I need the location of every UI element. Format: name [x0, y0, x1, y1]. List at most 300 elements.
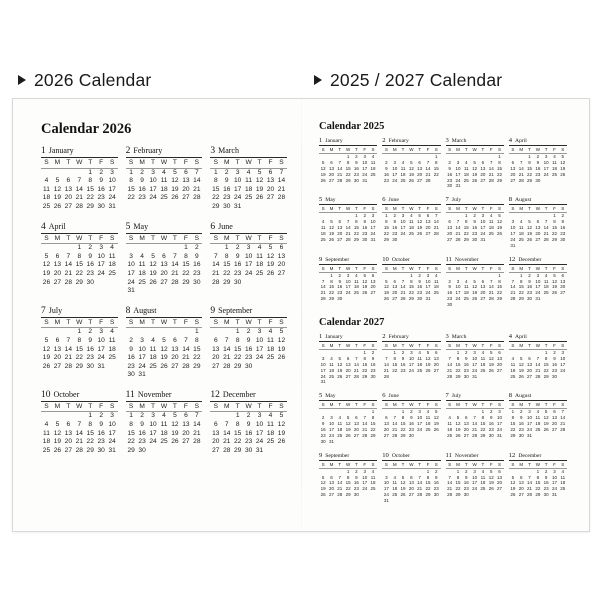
day-cell: 19 — [383, 290, 389, 296]
month-block — [446, 196, 504, 248]
day-cell: 18 — [337, 427, 343, 432]
day-cell: 16 — [518, 421, 524, 427]
day-cell: 14 — [320, 284, 326, 290]
day-cell — [243, 279, 254, 288]
day-cell — [126, 328, 137, 337]
weekday-header: F — [361, 266, 369, 272]
day-cell: 15 — [193, 345, 201, 353]
day-cell — [52, 412, 63, 421]
day-cell: 22 — [75, 354, 83, 362]
day-cell: 3 — [401, 213, 405, 219]
day-cell: 15 — [86, 429, 94, 437]
day-cell: 5 — [330, 219, 333, 225]
day-cell — [559, 243, 567, 249]
day-cell: 12 — [417, 219, 423, 225]
day-cell: 24 — [362, 486, 368, 492]
day-cell: 30 — [244, 446, 253, 454]
day-cell: 18 — [392, 486, 398, 492]
day-cell: 12 — [328, 225, 334, 231]
day-cell: 10 — [362, 159, 368, 165]
month-name: August — [515, 197, 532, 204]
day-cell: 24 — [255, 438, 264, 446]
day-cell: 13 — [345, 361, 351, 367]
day-cell: 21 — [362, 427, 368, 432]
month-table — [319, 402, 377, 444]
week-row — [41, 421, 118, 430]
day-cell: 25 — [160, 438, 168, 446]
day-cell — [361, 379, 369, 385]
day-cell: 15 — [433, 165, 439, 171]
day-cell: 11 — [409, 219, 414, 225]
weekday-header: T — [542, 206, 550, 212]
weekday-header: T — [525, 462, 533, 468]
weekday-header: T — [416, 147, 424, 153]
day-cell: 18 — [518, 230, 524, 236]
day-cell: 18 — [535, 421, 541, 427]
day-cell: 11 — [480, 474, 486, 480]
day-cell: 26 — [488, 486, 494, 492]
day-cell: 3 — [561, 349, 565, 355]
day-cell: 5 — [456, 415, 460, 421]
day-cell: 30 — [560, 236, 566, 242]
day-cell: 1 — [528, 153, 531, 159]
month-name: August — [133, 305, 157, 315]
day-cell: 18 — [244, 185, 253, 193]
day-cell: 5 — [279, 412, 284, 420]
day-cell: 25 — [244, 194, 253, 202]
day-cell: 25 — [255, 269, 264, 277]
day-cell: 11 — [543, 278, 549, 284]
day-cell — [495, 183, 503, 189]
day-cell: 4 — [110, 328, 114, 336]
day-cell: 23 — [447, 296, 453, 302]
weekday-header: W — [470, 402, 478, 408]
month-name: May — [325, 197, 336, 204]
day-cell: 15 — [551, 225, 557, 231]
day-cell: 7 — [489, 278, 493, 284]
day-cell: 29 — [400, 432, 406, 438]
day-cell — [159, 447, 170, 456]
day-cell: 27 — [447, 236, 453, 242]
day-cell: 29 — [86, 446, 94, 454]
month-header — [446, 256, 504, 265]
day-cell: 27 — [64, 202, 73, 210]
month-number: 6 — [382, 392, 386, 400]
day-cell: 21 — [383, 367, 389, 373]
day-cell: 29 — [234, 362, 242, 370]
day-cell: 7 — [456, 219, 460, 225]
day-cell — [479, 302, 487, 308]
day-cell — [424, 498, 432, 504]
weekday-header: M — [517, 147, 525, 153]
month-number: 8 — [508, 196, 513, 204]
weekday-header: W — [344, 343, 352, 349]
day-cell: 31 — [362, 177, 368, 183]
day-cell: 5 — [44, 336, 49, 344]
month-block — [382, 256, 440, 308]
day-cell: 27 — [328, 492, 334, 498]
day-cell: 16 — [551, 361, 557, 367]
day-cell: 1 — [129, 412, 133, 420]
day-cell: 15 — [455, 361, 461, 367]
day-cell: 24 — [472, 367, 478, 373]
day-cell: 22 — [497, 290, 503, 296]
day-cell: 10 — [383, 480, 389, 486]
day-cell: 14 — [527, 480, 533, 486]
weekday-header: T — [232, 403, 243, 412]
day-cell: 31 — [527, 432, 533, 438]
day-cell — [559, 433, 567, 439]
weekday-header: T — [85, 403, 96, 412]
week-row — [41, 194, 118, 203]
day-cell: 23 — [527, 290, 533, 296]
weekday-header: S — [509, 206, 517, 212]
day-cell: 9 — [321, 421, 325, 427]
day-cell: 25 — [433, 290, 439, 296]
day-cell: 10 — [425, 278, 431, 284]
weekday-header: F — [550, 147, 558, 153]
day-cell: 11 — [160, 421, 168, 429]
day-cell: 28 — [455, 236, 461, 242]
day-cell: 2 — [385, 159, 388, 165]
day-cell — [416, 237, 424, 243]
day-cell: 26 — [337, 373, 343, 379]
day-cell: 28 — [417, 492, 423, 498]
day-cell: 15 — [463, 225, 469, 231]
day-cell: 12 — [383, 284, 389, 290]
weekday-header: T — [542, 343, 550, 349]
day-cell: 28 — [193, 438, 201, 446]
day-cell: 13 — [53, 345, 62, 353]
day-cell: 1 — [355, 213, 358, 219]
day-cell: 30 — [320, 438, 326, 444]
week-row — [509, 296, 567, 302]
day-cell: 16 — [463, 480, 469, 486]
day-cell: 4 — [536, 409, 540, 415]
day-cell: 27 — [370, 290, 376, 296]
day-cell: 11 — [267, 421, 274, 429]
day-cell: 9 — [561, 219, 565, 225]
day-cell: 19 — [417, 225, 423, 231]
day-cell: 30 — [244, 362, 253, 370]
day-cell: 26 — [320, 177, 326, 183]
day-cell: 23 — [353, 486, 359, 492]
day-cell — [159, 371, 170, 380]
month-number: 1 — [41, 146, 46, 156]
weekday-header: S — [382, 402, 390, 408]
day-cell: 3 — [235, 168, 240, 176]
day-cell: 16 — [527, 284, 533, 290]
day-cell: 21 — [277, 185, 286, 193]
day-cell: 31 — [320, 379, 326, 385]
day-cell: 21 — [223, 438, 231, 446]
day-cell — [276, 363, 287, 372]
day-cell: 14 — [64, 345, 73, 353]
day-cell: 22 — [127, 438, 135, 446]
week-row — [126, 270, 203, 279]
day-cell: 10 — [455, 165, 461, 171]
day-cell: 28 — [488, 296, 494, 302]
day-cell: 10 — [472, 355, 478, 361]
day-cell: 13 — [53, 261, 62, 269]
day-cell: 17 — [149, 185, 157, 193]
day-cell: 26 — [53, 202, 62, 210]
day-cell: 4 — [338, 415, 342, 421]
day-cell: 16 — [138, 185, 146, 193]
day-cell: 15 — [425, 480, 431, 486]
day-cell: 21 — [433, 225, 439, 231]
day-cell: 14 — [543, 225, 549, 231]
weekday-header: M — [517, 266, 525, 272]
day-cell: 13 — [527, 361, 533, 367]
day-cell: 13 — [551, 415, 557, 421]
day-cell: 28 — [543, 236, 549, 242]
day-cell: 30 — [417, 296, 423, 302]
day-cell: 21 — [171, 269, 179, 277]
day-cell: 12 — [266, 252, 275, 260]
day-cell: 4 — [371, 153, 375, 159]
day-cell — [254, 279, 265, 288]
weekday-header: F — [487, 266, 495, 272]
week-row — [126, 177, 203, 186]
day-cell: 8 — [536, 474, 540, 480]
month-number: 9 — [319, 451, 323, 459]
day-cell: 8 — [77, 252, 82, 260]
day-cell: 18 — [543, 284, 549, 290]
day-cell: 20 — [497, 480, 503, 486]
day-cell: 2 — [88, 244, 93, 252]
day-cell — [41, 328, 52, 337]
day-cell: 15 — [328, 284, 334, 290]
day-cell: 3 — [246, 244, 251, 252]
day-cell: 18 — [138, 269, 146, 277]
day-cell: 22 — [510, 427, 516, 432]
weekday-header: T — [63, 403, 74, 412]
day-cell: 10 — [560, 355, 566, 361]
day-cell: 5 — [55, 177, 60, 185]
day-cell: 27 — [392, 296, 398, 302]
day-cell: 15 — [383, 225, 389, 231]
weekday-header: S — [382, 206, 390, 212]
week-row — [210, 270, 287, 279]
weekday-header: S — [369, 147, 377, 153]
day-cell: 31 — [551, 492, 557, 498]
day-cell: 9 — [418, 278, 421, 284]
day-cell: 28 — [560, 427, 566, 432]
weekday-header: S — [369, 402, 377, 408]
day-cell: 9 — [553, 355, 556, 361]
day-cell — [462, 302, 470, 308]
weekday-header: T — [462, 147, 470, 153]
day-cell: 5 — [473, 159, 476, 165]
day-cell: 4 — [257, 244, 262, 252]
day-cell: 10 — [510, 225, 516, 231]
right-block-title: Calendar 2027 — [319, 317, 385, 329]
weekday-header: S — [495, 343, 503, 349]
weekday-header: W — [470, 462, 478, 468]
month-number: 10 — [382, 451, 389, 459]
month-header — [446, 196, 504, 205]
day-cell: 8 — [77, 336, 82, 344]
day-cell: 28 — [75, 202, 83, 210]
day-cell: 8 — [88, 177, 93, 185]
day-cell: 18 — [108, 345, 116, 353]
day-cell: 17 — [97, 261, 105, 269]
weekday-header: T — [479, 462, 487, 468]
day-cell: 24 — [392, 177, 398, 183]
day-cell: 1 — [330, 272, 333, 278]
day-cell: 8 — [346, 474, 350, 480]
month-number: 12 — [210, 389, 220, 400]
day-cell: 13 — [497, 355, 503, 361]
day-cell: 9 — [393, 219, 396, 225]
day-cell — [352, 296, 360, 302]
day-cell — [221, 328, 232, 337]
day-cell: 29 — [182, 278, 190, 286]
day-cell: 3 — [385, 474, 388, 480]
day-cell: 30 — [472, 236, 478, 242]
day-cell: 2 — [129, 336, 133, 344]
day-cell: 22 — [362, 367, 368, 373]
weekday-header: W — [534, 402, 542, 408]
day-cell: 13 — [425, 219, 431, 225]
weekday-header: S — [369, 206, 377, 212]
day-cell: 31 — [255, 446, 264, 454]
day-cell: 17 — [543, 165, 549, 171]
day-cell: 29 — [75, 362, 83, 370]
weekday-header: S — [319, 206, 327, 212]
day-cell: 21 — [337, 171, 343, 177]
day-cell: 23 — [127, 362, 135, 370]
weekday-header: S — [559, 402, 567, 408]
day-cell: 6 — [561, 272, 565, 278]
day-cell: 18 — [425, 421, 431, 427]
day-cell: 7 — [363, 415, 366, 421]
day-cell: 9 — [435, 474, 438, 480]
day-cell: 13 — [383, 421, 389, 427]
day-cell: 15 — [127, 185, 135, 193]
month-header — [41, 306, 118, 318]
week-row — [41, 430, 118, 439]
day-cell: 4 — [162, 168, 166, 176]
day-cell: 26 — [510, 492, 516, 498]
day-cell — [542, 433, 550, 439]
day-cell: 30 — [463, 373, 469, 379]
weekday-header: T — [148, 319, 159, 328]
day-cell: 15 — [392, 361, 398, 367]
month-number: 6 — [210, 221, 216, 232]
weekday-header: F — [265, 235, 276, 244]
day-cell: 2 — [355, 153, 358, 159]
weekday-header: T — [85, 159, 96, 168]
day-cell: 24 — [97, 269, 105, 277]
day-cell: 10 — [255, 421, 264, 429]
weekday-header: T — [148, 403, 159, 412]
day-cell: 28 — [488, 177, 494, 183]
day-cell: 2 — [88, 328, 93, 336]
month-name: April — [48, 221, 66, 231]
day-cell: 4 — [418, 349, 421, 355]
weekday-header: T — [336, 147, 344, 153]
day-cell: 27 — [560, 290, 566, 296]
day-cell: 11 — [245, 177, 253, 185]
day-cell: 23 — [383, 177, 389, 183]
day-cell: 31 — [127, 287, 135, 295]
week-row — [210, 203, 287, 212]
month-name: January — [325, 138, 343, 144]
weekday-header: W — [74, 159, 85, 168]
day-cell: 2 — [224, 168, 229, 176]
day-cell: 9 — [235, 252, 240, 260]
day-cell: 2 — [448, 159, 451, 165]
week-row — [126, 194, 203, 203]
day-cell: 9 — [129, 345, 133, 353]
day-cell: 28 — [510, 296, 516, 302]
day-cell: 28 — [223, 446, 231, 454]
day-cell: 20 — [266, 185, 275, 193]
day-cell: 20 — [53, 269, 62, 277]
day-cell: 16 — [244, 429, 253, 437]
day-cell: 22 — [86, 194, 94, 202]
weekday-header: S — [191, 319, 202, 328]
month-table — [446, 402, 504, 438]
day-cell: 19 — [362, 284, 368, 290]
week-row — [446, 433, 504, 439]
day-cell: 4 — [448, 415, 451, 421]
month-name: October — [391, 256, 410, 263]
month-block — [509, 196, 567, 248]
day-cell: 10 — [417, 415, 423, 421]
month-table — [509, 402, 567, 438]
day-cell: 27 — [337, 236, 343, 242]
day-cell: 21 — [392, 427, 398, 432]
day-cell: 18 — [42, 438, 51, 446]
day-cell: 8 — [184, 252, 188, 260]
day-cell: 12 — [408, 165, 414, 171]
day-cell: 27 — [328, 177, 334, 183]
day-cell: 11 — [337, 421, 343, 427]
month-block — [126, 390, 203, 456]
day-cell: 14 — [345, 225, 351, 231]
day-cell: 7 — [338, 474, 342, 480]
day-cell: 24 — [472, 486, 478, 492]
day-cell: 8 — [456, 474, 460, 480]
weekday-header: S — [126, 319, 137, 328]
day-cell — [369, 492, 377, 498]
day-cell: 4 — [321, 219, 325, 225]
day-cell: 4 — [140, 252, 144, 260]
week-row — [210, 177, 287, 186]
day-cell: 3 — [257, 328, 262, 336]
day-cell: 3 — [346, 272, 350, 278]
day-cell — [542, 296, 550, 302]
day-cell — [550, 178, 558, 184]
day-cell: 19 — [551, 284, 557, 290]
weekday-header: W — [344, 462, 352, 468]
month-header — [446, 333, 504, 342]
weekday-header: S — [446, 402, 454, 408]
weekday-header: T — [399, 206, 407, 212]
day-cell: 26 — [560, 171, 566, 177]
month-table — [382, 462, 440, 504]
month-block — [446, 333, 504, 385]
month-table — [446, 462, 504, 498]
day-cell: 24 — [234, 194, 242, 202]
weekday-header: S — [107, 319, 118, 328]
day-cell: 30 — [447, 302, 453, 308]
day-cell: 14 — [182, 345, 190, 353]
week-row — [41, 186, 118, 195]
